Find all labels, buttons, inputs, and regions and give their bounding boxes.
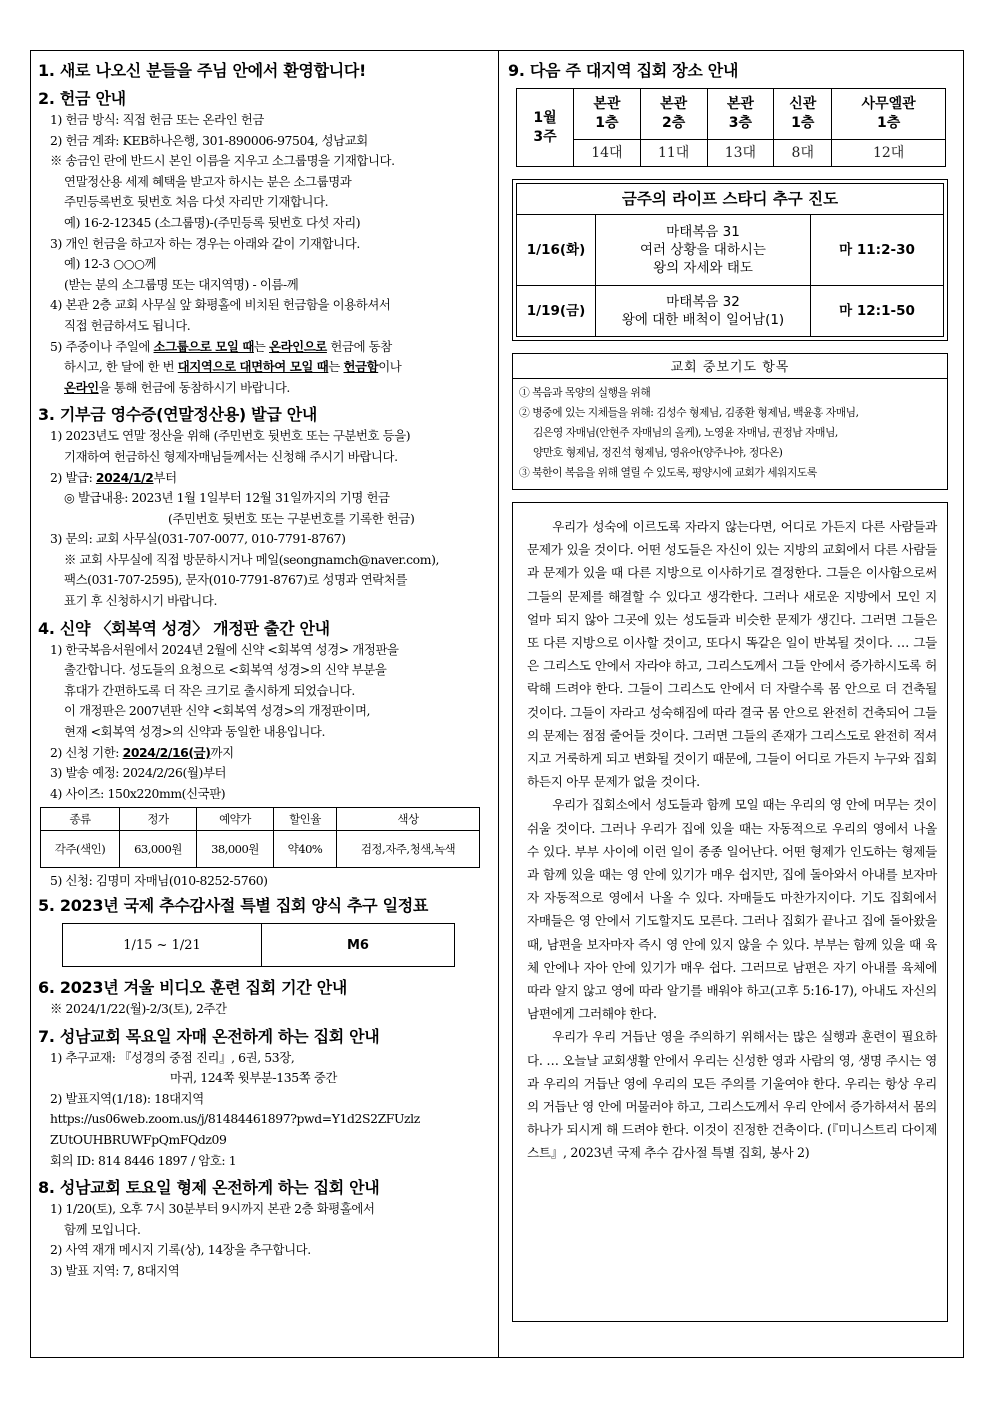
- sec4-line: 현재 <회복역 성경>의 신약과 동일한 내용입니다.: [64, 724, 326, 740]
- table-header: 색상: [337, 808, 480, 831]
- prayer-box: [512, 353, 948, 490]
- sec7-line: 회의 ID: 814 8446 1897 / 암호: 1: [50, 1152, 237, 1168]
- sec4-line: 3) 발송 예정: 2024/2/26(월)부터: [50, 765, 227, 781]
- text: 는: [328, 359, 344, 375]
- hall-cell: 신관 1층: [774, 89, 832, 140]
- left-column: [38, 58, 490, 1282]
- sec3-line: ※ 교회 사무실에 직접 방문하시거나 메일(seongnamch@naver.com),: [64, 551, 440, 567]
- sec7-line: 마귀, 124쪽 윗부분-135쪽 중간: [170, 1070, 337, 1086]
- sec3-line: 3) 문의: 교회 사무실(031-707-0077, 010-7791-8767): [50, 531, 346, 547]
- emphasis: 헌금함: [343, 359, 379, 375]
- zoom-link[interactable]: https://us06web.zoom.us/j/81484461897?pwd=Y1d2S2ZFUzlz: [50, 1111, 420, 1127]
- life-date: 1/19(금): [517, 286, 596, 337]
- sec3-line: 팩스(031-707-2595), 문자(010-7791-8767)로 성명과 연락처를: [64, 572, 408, 588]
- group-cell: 14대: [574, 140, 641, 167]
- table-header: 할인율: [274, 808, 337, 831]
- sec1-title: 1. 새로 나오신 분들을 주님 안에서 환영합니다!: [38, 61, 367, 80]
- reading-paragraph: 우리가 우리 거듭난 영을 주의하기 위해서는 많은 실행과 훈련이 필요하다. … 오늘날 교회생활 안에서 우리는 신성한 영과 사람의 영, 생명 주시는 영과 우리의 거듭난 영에 우리의 모든 주의를 기울여야 한다. 우리는 항상 우리의 거듭난 영 안에 머물러야 하고, 그리스도께서 우리 안에서 증가하셔서 몸의 하나가 되시게 해 드려야 한다. 이것이 진정한 건축이다. (『미니스트리 다이제스트』, 2023년 국제 추수 감사절 특별 집회, 봉사 2): [527, 1029, 937, 1161]
- sec7-line: 1) 추구교재: 『성경의 중점 진리』, 6권, 53장,: [50, 1049, 295, 1065]
- text: 하시고, 한 달에 한 번: [64, 359, 178, 375]
- sec2-line: 직접 헌금하셔도 됩니다.: [64, 317, 191, 333]
- text: 까지: [210, 744, 234, 760]
- emphasis: 온라인: [64, 379, 99, 395]
- sec2-line: ※ 송금인 란에 반드시 본인 이름을 지우고 소그룹명을 기재합니다.: [50, 153, 395, 169]
- text: 을 통해 헌금에 동참하시기 바랍니다.: [98, 379, 290, 395]
- sec2-line: [38, 378, 490, 399]
- sec8-line: 2) 사역 재개 메시지 기록(상), 14장을 추구합니다.: [50, 1242, 311, 1258]
- group-cell: 13대: [707, 140, 774, 167]
- hall-cell: 본관 2층: [640, 89, 707, 140]
- group-cell: 8대: [774, 140, 832, 167]
- text: 2) 발급:: [50, 469, 96, 485]
- table-cell: 약40%: [274, 831, 337, 868]
- sec2-line: (받는 분의 소그룹명 또는 대지역명) - 이름-께: [64, 276, 299, 292]
- table-cell: 각주(색인): [41, 831, 120, 868]
- right-column: [508, 58, 954, 1322]
- hall-cell: 사무엘관 1층: [832, 89, 946, 140]
- emphasis: 2024/2/16(금): [122, 744, 211, 760]
- text: 는: [253, 338, 270, 354]
- reading-paragraph: 우리가 집회소에서 성도들과 함께 모일 때는 우리의 영 안에 머무는 것이 쉬울 것이다. 그러나 우리가 집에 있을 때는 자동적으로 우리의 영에서 나올 수 있다. 부부 사이에 이런 일이 종종 일어난다. 어떤 형제가 인도하는 형제들과 함께 있을 때는 영 안에 있기가 매우 쉽지만, 집에 돌아와서 아내를 보자마자 자동적으로 영에서 나올 수 있다. 자매들도 마찬가지이다. 기도 집회에서 자매들은 영 안에서 기도할지도 모른다. 그러나 집회가 끝나고 집에 돌아왔을 때, 남편을 보자마자 즉시 영 안에 있지 않을 수 있다. 부부는 함께 있을 때 육체 안에나 자아 안에 있기가 매우 쉽다. 그러므로 남편은 자기 아내를 육체에 따라 알지 않고 영에 따라 알기를 배워야 하고(고후 5:16-17), 아내도 자신의 남편에게 그러해야 한다.: [527, 797, 937, 1022]
- sec4-line: 1) 한국복음서원에서 2024년 2월에 신약 <회복역 성경> 개정판을: [50, 641, 399, 657]
- sec2-line: 예) 12-3 ○○○께: [64, 256, 157, 272]
- prayer-item: 양만호 형제님, 정진석 형제님, 영유아(양주나야, 정다온): [533, 446, 783, 459]
- schedule-date: 1/15 ~ 1/21: [63, 924, 262, 967]
- schedule-table: [62, 923, 455, 967]
- life-study-title: 금주의 라이프 스타디 추구 진도: [517, 184, 944, 215]
- emphasis: 온라인으로: [269, 338, 327, 354]
- sec8-line: 함께 모입니다.: [64, 1221, 141, 1237]
- sec2-line: 2) 헌금 계좌: KEB하나은행, 301-890006-97504, 성남교회: [50, 132, 368, 148]
- sec3-line: (주민번호 뒷번호 또는 구분번호를 기록한 헌금): [168, 510, 415, 526]
- sec2-line: 주민등록번호 뒷번호 처음 다섯 자리만 기재합니다.: [64, 194, 329, 210]
- emphasis: 대지역으로 대면하여 모일 때: [177, 359, 329, 375]
- table-header: 예약가: [197, 808, 274, 831]
- group-cell: 11대: [640, 140, 707, 167]
- zoom-link[interactable]: ZUtOUHBRUWFpQmFQdz09: [50, 1131, 227, 1147]
- hall-cell: 본관 1층: [574, 89, 641, 140]
- sec2-line: [38, 357, 490, 378]
- sec8-line: 1) 1/20(토), 오후 7시 30분부터 9시까지 본관 2층 화평홀에서: [50, 1201, 375, 1217]
- sec2-line: [38, 337, 490, 358]
- sec8-line: 3) 발표 지역: 7, 8대지역: [50, 1262, 180, 1278]
- text: 부터: [153, 469, 177, 485]
- prayer-item: ① 복음과 목양의 실행을 위해: [519, 386, 651, 399]
- life-book: 마태복음 31 여러 상황을 대하시는 왕의 자세와 태도: [596, 215, 811, 286]
- group-cell: 12대: [832, 140, 946, 167]
- sec7-line: 2) 발표지역(1/18): 18대지역: [50, 1090, 204, 1106]
- sec4-line: 4) 사이즈: 150x220mm(신국판): [50, 785, 226, 801]
- sec4-line: [38, 743, 490, 764]
- sec2-title: 2. 헌금 안내: [38, 89, 126, 108]
- table-cell: 38,000원: [197, 831, 274, 868]
- sec2-line: 1) 헌금 방식: 직접 헌금 또는 온라인 헌금: [50, 112, 265, 127]
- prayer-item: ② 병중에 있는 지체들을 위해: 김성수 형제님, 김종환 형제님, 백윤홍 자매님,: [519, 406, 859, 419]
- sec3-title: 3. 기부금 영수증(연말정산용) 발급 안내: [38, 405, 318, 425]
- week-cell: 1월 3주: [517, 89, 574, 167]
- sec4-line: 휴대가 간편하도록 더 작은 크기로 출시하게 되었습니다.: [64, 682, 355, 698]
- emphasis: 소그룹으로 모일 때: [153, 338, 254, 354]
- sec5-title: 5. 2023년 국제 추수감사절 특별 집회 양식 추구 일정표: [38, 896, 429, 915]
- sec4-line: 출간합니다. 성도들의 요청으로 <회복역 성경>의 신약 부분을: [64, 662, 387, 678]
- meeting-place-table: [516, 88, 946, 167]
- sec2-line: 연말정산용 세제 혜택을 받고자 하시는 분은 소그룹명과: [64, 173, 352, 189]
- table-header: 종류: [41, 808, 120, 831]
- sec3-line: 기재하여 헌금하신 형제자매님들께서는 신청해 주시기 바랍니다.: [64, 448, 398, 464]
- life-study-box: [512, 179, 948, 341]
- price-table: [40, 807, 480, 868]
- life-ref: 마 12:1-50: [811, 286, 944, 337]
- life-ref: 마 11:2-30: [811, 215, 944, 286]
- sec3-line: [38, 468, 490, 489]
- text: 헌금에 동참: [326, 338, 392, 354]
- sec6-title: 6. 2023년 겨울 비디오 훈련 집회 기간 안내: [38, 978, 348, 997]
- table-cell: 63,000원: [120, 831, 197, 868]
- schedule-code: M6: [262, 924, 455, 967]
- life-study-table: [516, 183, 944, 337]
- sec4-title: 4. 신약 〈회복역 성경〉 개정판 출간 안내: [38, 618, 330, 638]
- prayer-title: 교회 중보기도 항목: [513, 356, 947, 379]
- sec9-title: 9. 다음 주 대지역 집회 장소 안내: [508, 61, 739, 80]
- sec4-line: 5) 신청: 김명미 자매님(010-8252-5760): [50, 873, 268, 889]
- sec8-title: 8. 성남교회 토요일 형제 온전하게 하는 집회 안내: [38, 1178, 380, 1198]
- sec6-line: ※ 2024/1/22(월)-2/3(토), 2주간: [50, 1001, 227, 1016]
- text: 2) 신청 기한:: [50, 744, 123, 760]
- reading-paragraph: 우리가 성숙에 이르도록 자라지 않는다면, 어디로 가든지 다른 사람들과 문제가 있을 것이다. 어떤 성도들은 자신이 있는 지방의 교회에서 다른 사람들과 문제가 있을 때 다른 지방으로 이사하기로 결정한다. 그들은 이사함으로써 그들의 문제를 해결할 수 있다고 생각한다. 그러나 새로운 지방에서 모인 지 얼마 되지 않아 그곳에 있는 성도들과 비슷한 문제가 생긴다. 그러면 그들은 또 다른 지방으로 이사할 것이고, 또다시 똑같은 일이 반복될 것이다. … 그들은 그리스도 안에서 자라야 하고, 그리스도께서 그들 안에서 증가하시도록 허락해 드려야 한다. 그들이 그리스도 안에서 더 자랄수록 몸 안으로 더 건축될 것이다. 그들이 자라고 성숙해짐에 따라 결국 몸 안으로 완전히 건축되어 그들의 문제는 점점 줄어들 것이다. 그러면 그들의 존재가 그리스도로 완전히 적셔지고 거룩하게 되고 변화될 것이기 때문에, 그들이 어디로 가든지 누구와 집회하든지 아무 문제가 없을 것이다.: [527, 519, 937, 790]
- life-date: 1/16(화): [517, 215, 596, 286]
- sec4-line: 이 개정판은 2007년판 신약 <회복역 성경>의 개정판이며,: [64, 703, 371, 719]
- sec2-line: 4) 본관 2층 교회 사무실 앞 화평홀에 비치된 헌금함을 이용하셔서: [50, 297, 391, 313]
- text: 5) 주중이나 주일에: [50, 338, 154, 354]
- sec2-line: 예) 16-2-12345 (소그룹명)-(주민등록 뒷번호 다섯 자리): [64, 214, 361, 230]
- text: 이나: [378, 359, 402, 375]
- life-book: 마태복음 32 왕에 대한 배척이 일어남(1): [596, 286, 811, 337]
- column-divider: [498, 50, 499, 1358]
- sec7-title: 7. 성남교회 목요일 자매 온전하게 하는 집회 안내: [38, 1026, 380, 1046]
- table-cell: 검정,자주,청색,녹색: [337, 831, 480, 868]
- sec3-line: 표기 후 신청하시기 바랍니다.: [64, 593, 217, 609]
- prayer-item: ③ 북한이 복음을 위해 열릴 수 있도록, 평양시에 교회가 세워지도록: [519, 466, 817, 479]
- reading-box: [512, 502, 948, 1322]
- sec3-line: 1) 2023년도 연말 정산을 위해 (주민번호 뒷번호 또는 구분번호 등을): [50, 428, 411, 444]
- table-header: 정가: [120, 808, 197, 831]
- hall-cell: 본관 3층: [707, 89, 774, 140]
- sec3-line: ◎ 발급내용: 2023년 1월 1일부터 12월 31일까지의 기명 헌금: [64, 490, 390, 506]
- prayer-item: 김은영 자매님(안현주 자매님의 올케), 노영윤 자매님, 권정남 자매님,: [533, 426, 838, 439]
- sec2-line: 3) 개인 헌금을 하고자 하는 경우는 아래와 같이 기재합니다.: [50, 235, 360, 251]
- emphasis: 2024/1/2: [95, 469, 154, 485]
